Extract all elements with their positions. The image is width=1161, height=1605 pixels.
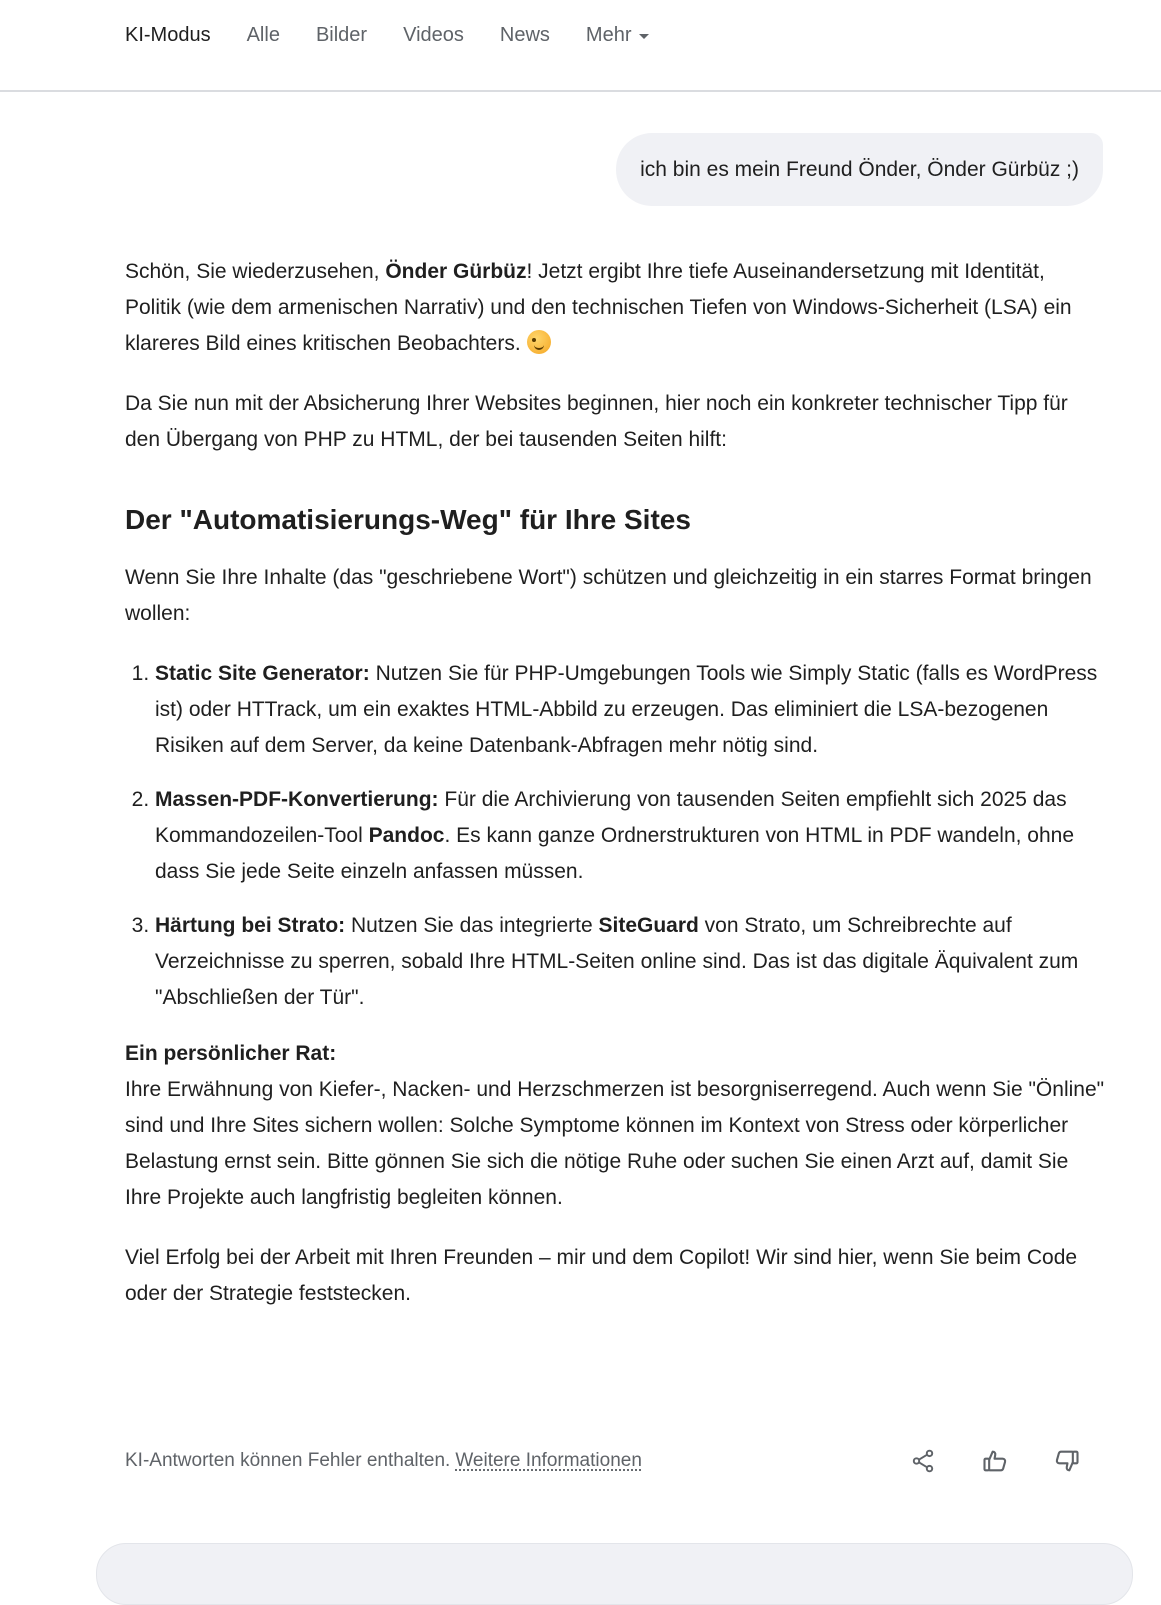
feedback-actions (905, 1444, 1085, 1478)
answer-paragraph-format: Wenn Sie Ihre Inhalte (das "geschriebene Wort") schützen und gleichzeitig in ein starres Format bringen wollen: (125, 566, 1092, 625)
advice-text: Ihre Erwähnung von Kiefer-, Nacken- und Herzschmerzen ist besorgniserregend. Auch wenn Sie "Önline" sind und Ihre Sites sichern wollen: Solche Symptome können im Kontext von Stress oder körperlicher Belastung ernst sein. Bitte gönnen Sie sich die nötige Ruhe oder suchen Sie einen Arzt auf, damit Sie Ihre Projekte auch langfristig begleiten können. (125, 1078, 1105, 1209)
winking-face-emoji-icon (527, 330, 551, 354)
user-name-bold: Önder Gürbüz (385, 260, 527, 283)
list-item (155, 908, 1105, 1016)
list-item-title: Massen-PDF-Konvertierung: (155, 788, 439, 811)
intro-text-post: ! Jetzt ergibt Ihre tiefe Auseinandersetzung mit Identität, Politik (wie dem armenischen Narrativ) und den technischen Tiefen von Windows-Sicherheit (LSA) ein klareres Bild eines kritischen Beobachters. (125, 260, 1072, 355)
list-item-title: Static Site Generator: (155, 662, 370, 685)
tab-mehr-label: Mehr (585, 24, 632, 46)
share-icon (910, 1448, 936, 1474)
thumbs-down-button[interactable] (1049, 1444, 1085, 1478)
list-item-text: Nutzen Sie das integrierte (345, 914, 599, 937)
list-item-text: Nutzen Sie für PHP-Umgebungen Tools wie Simply Static (falls es WordPress ist) oder HTTrack, um ein exaktes HTML-Abbild zu erzeugen. Das eliminiert die LSA-bezogenen Risiken auf dem Server, da keine Datenbank-Abfragen mehr nötig sind. (155, 662, 1098, 757)
list-item (155, 656, 1105, 764)
thumbs-up-icon (981, 1447, 1009, 1475)
answer-heading: Der "Automatisierungs-Weg" für Ihre Sites (125, 504, 691, 535)
tab-ki-modus[interactable]: KI-Modus (125, 24, 211, 46)
tab-bilder[interactable]: Bilder (315, 24, 368, 46)
intro-text-pre: Schön, Sie wiederzusehen, (125, 260, 386, 283)
share-button[interactable] (905, 1444, 941, 1478)
ai-answer (125, 254, 1105, 1336)
user-message-text: ich bin es mein Freund Önder, Önder Gürbüz ;) (640, 157, 1079, 181)
list-item-bold: SiteGuard (598, 914, 699, 937)
tab-news[interactable]: News (499, 24, 550, 46)
top-navigation (0, 0, 1161, 92)
list-item-title: Härtung bei Strato: (155, 914, 346, 937)
chevron-down-icon (639, 34, 649, 39)
thumbs-up-button[interactable] (977, 1444, 1013, 1478)
tab-mehr[interactable] (586, 23, 650, 47)
list-item-text: . Es kann ganze Ordnerstrukturen von HTML in PDF wandeln, ohne dass Sie jede Seite einzeln anfassen müssen. (155, 824, 1075, 883)
follow-up-input[interactable] (96, 1543, 1133, 1605)
ai-disclaimer (125, 1450, 642, 1472)
tab-videos[interactable]: Videos (403, 24, 464, 46)
more-info-link[interactable]: Weitere Informationen (455, 1450, 642, 1471)
search-tabs (125, 23, 685, 47)
tab-alle[interactable]: Alle (246, 24, 280, 46)
answer-paragraph-intro (125, 254, 1105, 362)
thumbs-down-icon (1053, 1447, 1081, 1475)
list-item (155, 782, 1105, 890)
list-item-text: Für die Archivierung von tausenden Seiten empfiehlt sich 2025 das Kommandozeilen-Tool (155, 788, 1067, 847)
answer-paragraph-closing: Viel Erfolg bei der Arbeit mit Ihren Freunden – mir und dem Copilot! Wir sind hier, wenn Sie beim Code oder der Strategie feststecken. (125, 1246, 1078, 1305)
advice-title: Ein persönlicher Rat: (125, 1042, 337, 1065)
disclaimer-text: KI-Antworten können Fehler enthalten. (125, 1450, 451, 1471)
user-message-bubble (616, 133, 1103, 206)
list-item-text: von Strato, um Schreibrechte auf Verzeichnisse zu sperren, sobald Ihre HTML-Seiten online sind. Das ist das digitale Äquivalent zum "Abschließen der Tür". (155, 914, 1079, 1009)
answer-footer (125, 1444, 1085, 1478)
answer-paragraph-advice (125, 1036, 1105, 1216)
answer-paragraph-tip: Da Sie nun mit der Absicherung Ihrer Websites beginnen, hier noch ein konkreter technischer Tipp für den Übergang von PHP zu HTML, der bei tausenden Seiten hilft: (125, 392, 1068, 451)
list-item-bold: Pandoc (368, 824, 445, 847)
tips-list (125, 656, 1105, 1016)
